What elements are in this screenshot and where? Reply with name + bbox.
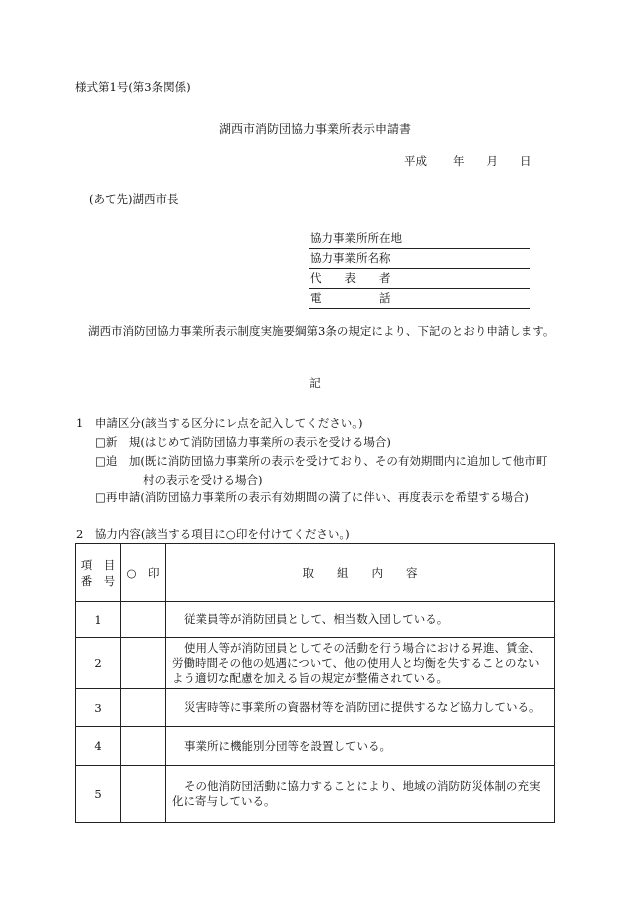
row-number: 5 bbox=[76, 766, 121, 823]
row-number: 4 bbox=[76, 727, 121, 766]
table-row bbox=[76, 602, 555, 638]
table-row bbox=[76, 638, 555, 689]
applicant-field-name[interactable] bbox=[309, 249, 530, 269]
mark-cell[interactable] bbox=[121, 638, 166, 689]
document-title: 湖西市消防団協力事業所表示申請書 bbox=[218, 122, 411, 136]
application-statement: 湖西市消防団協力事業所表示制度実施要綱第3条の規定により、下記のとおり申請します。 bbox=[88, 324, 555, 338]
row-number: 3 bbox=[76, 689, 121, 727]
row-number: 1 bbox=[76, 602, 121, 638]
applicant-field-phone[interactable] bbox=[309, 289, 530, 309]
application-date bbox=[404, 155, 532, 169]
applicant-field-address[interactable] bbox=[309, 229, 530, 249]
table-row bbox=[76, 689, 555, 727]
row-number: 2 bbox=[76, 638, 121, 689]
field-label: 電 話 bbox=[310, 291, 391, 305]
table-row bbox=[76, 727, 555, 766]
table-header-row bbox=[76, 544, 555, 602]
addressee: (あて先)湖西市長 bbox=[89, 192, 179, 206]
form-number: 様式第1号(第3条関係) bbox=[75, 80, 191, 94]
row-content: 災害時等に事業所の資器材等を消防団に提供するなど協力している。 bbox=[166, 689, 555, 727]
field-label: 代 表 者 bbox=[310, 271, 391, 285]
option-addition-continued: 村の表示を受ける場合) bbox=[143, 473, 263, 487]
row-content: 事業所に機能別分団等を設置している。 bbox=[166, 727, 555, 766]
option-addition[interactable]: □追 加(既に消防団協力事業所の表示を受けており、その有効期間内に追加して他市町 bbox=[95, 454, 548, 468]
mark-cell[interactable] bbox=[121, 727, 166, 766]
ki-heading: 記 bbox=[309, 376, 321, 390]
option-reapply[interactable]: □再申請(消防団協力事業所の表示有効期間の満了に伴い、再度表示を希望する場合) bbox=[95, 490, 529, 504]
date-month: 月 bbox=[486, 154, 498, 168]
field-label: 協力事業所名称 bbox=[310, 251, 391, 265]
header-item-number: 項 目 番 号 bbox=[76, 544, 121, 602]
date-year: 年 bbox=[453, 154, 465, 168]
section1-heading: 1 申請区分(該当する区分にレ点を記入してください。) bbox=[76, 416, 363, 430]
mark-cell[interactable] bbox=[121, 766, 166, 823]
table-row bbox=[76, 766, 555, 823]
mark-cell[interactable] bbox=[121, 602, 166, 638]
row-content: その他消防団活動に協力することにより、地域の消防防災体制の充実化に寄与している。 bbox=[166, 766, 555, 823]
mark-cell[interactable] bbox=[121, 689, 166, 727]
option-new[interactable]: □新 規(はじめて消防団協力事業所の表示を受ける場合) bbox=[95, 435, 391, 449]
applicant-info bbox=[309, 229, 530, 309]
header-content: 取 組 内 容 bbox=[166, 544, 555, 602]
date-era: 平成 bbox=[404, 154, 427, 168]
cooperation-table bbox=[75, 543, 555, 823]
date-day: 日 bbox=[520, 154, 532, 168]
field-label: 協力事業所所在地 bbox=[310, 231, 402, 245]
section2-heading: 2 協力内容(該当する項目に○印を付けてください。) bbox=[76, 527, 350, 541]
row-content: 使用人等が消防団員としてその活動を行う場合における昇進、賃金、労働時間その他の処遇について、他の使用人と均衡を失することのないよう適切な配慮を加える旨の規定が整備されている。 bbox=[166, 638, 555, 689]
applicant-field-representative[interactable] bbox=[309, 269, 530, 289]
header-mark: ○ 印 bbox=[121, 544, 166, 602]
row-content: 従業員等が消防団員として、相当数入団している。 bbox=[166, 602, 555, 638]
